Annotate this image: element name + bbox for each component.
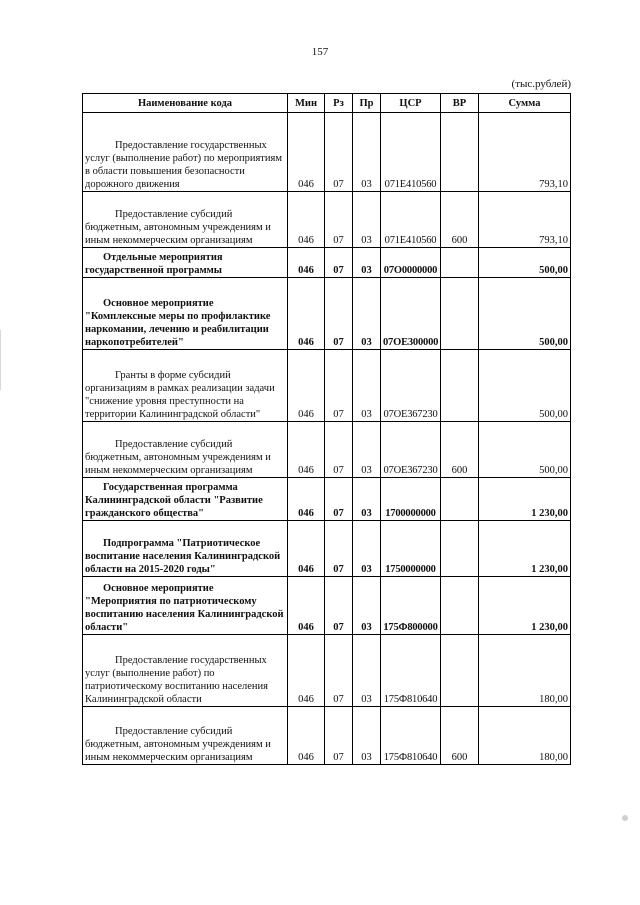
row-sum: 1 230,00 (479, 521, 571, 577)
row-min: 046 (288, 422, 325, 478)
row-vr (441, 350, 479, 422)
table-row (83, 278, 571, 350)
row-vr (441, 521, 479, 577)
row-min: 046 (288, 635, 325, 707)
row-sum: 180,00 (479, 707, 571, 765)
row-rz: 07 (325, 248, 353, 278)
row-pr: 03 (353, 248, 381, 278)
row-name: Гранты в форме субсидий организациям в рамках реализации задачи "снижение уровня преступности на территории Калининградской области" (83, 350, 288, 422)
row-name: Основное мероприятие "Мероприятия по патриотическому воспитанию населения Калининградской области" (83, 577, 288, 635)
row-name: Предоставление государственных услуг (выполнение работ) по мероприятиям в области повышения безопасности дорожного движения (83, 113, 288, 192)
table-row (83, 577, 571, 635)
row-vr (441, 278, 479, 350)
row-pr: 03 (353, 707, 381, 765)
budget-table (82, 93, 571, 765)
row-sum: 793,10 (479, 192, 571, 248)
row-csr: 1750000000 (381, 521, 441, 577)
row-vr (441, 635, 479, 707)
row-vr (441, 577, 479, 635)
row-csr: 07OE367230 (381, 422, 441, 478)
row-vr: 600 (441, 707, 479, 765)
row-min: 046 (288, 248, 325, 278)
row-csr: 1700000000 (381, 478, 441, 521)
table-row (83, 707, 571, 765)
row-name: Предоставление субсидий бюджетным, автономным учреждениям и иным некоммерческим организациям (83, 422, 288, 478)
header-vr: ВР (441, 94, 479, 113)
header-name: Наименование кода (83, 94, 288, 113)
row-sum: 1 230,00 (479, 478, 571, 521)
row-name: Предоставление государственных услуг (выполнение работ) по патриотическому воспитанию населения Калининградской области (83, 635, 288, 707)
row-rz: 07 (325, 192, 353, 248)
row-pr: 03 (353, 350, 381, 422)
row-rz: 07 (325, 278, 353, 350)
header-pr: Пр (353, 94, 381, 113)
row-sum: 500,00 (479, 350, 571, 422)
row-sum: 500,00 (479, 422, 571, 478)
scan-artifact-line (0, 330, 1, 390)
row-csr: 07O0000000 (381, 248, 441, 278)
row-min: 046 (288, 278, 325, 350)
row-csr: 07OE300000 (381, 278, 441, 350)
row-pr: 03 (353, 278, 381, 350)
row-vr (441, 478, 479, 521)
row-sum: 793,10 (479, 113, 571, 192)
row-rz: 07 (325, 635, 353, 707)
header-rz: Рз (325, 94, 353, 113)
header-min: Мин (288, 94, 325, 113)
row-pr: 03 (353, 635, 381, 707)
row-name: Основное мероприятие "Комплексные меры по профилактике наркомании, лечению и реабилитации наркопотребителей" (83, 278, 288, 350)
row-name: Предоставление субсидий бюджетным, автономным учреждениям и иным некоммерческим организациям (83, 707, 288, 765)
row-min: 046 (288, 113, 325, 192)
row-csr: 175Ф800000 (381, 577, 441, 635)
row-pr: 03 (353, 577, 381, 635)
row-name: Государственная программа Калининградской области "Развитие гражданского общества" (83, 478, 288, 521)
table-row (83, 422, 571, 478)
row-rz: 07 (325, 113, 353, 192)
header-csr: ЦСР (381, 94, 441, 113)
table-row (83, 192, 571, 248)
table-row (83, 350, 571, 422)
header-sum: Сумма (479, 94, 571, 113)
row-csr: 07OE367230 (381, 350, 441, 422)
row-sum: 180,00 (479, 635, 571, 707)
row-sum: 1 230,00 (479, 577, 571, 635)
row-csr: 071E410560 (381, 113, 441, 192)
row-sum: 500,00 (479, 248, 571, 278)
row-rz: 07 (325, 478, 353, 521)
row-sum: 500,00 (479, 278, 571, 350)
table-header-row (83, 94, 571, 113)
row-min: 046 (288, 521, 325, 577)
row-name: Подпрограмма "Патриотическое воспитание населения Калининградской области на 2015-2020 годы" (83, 521, 288, 577)
row-min: 046 (288, 577, 325, 635)
table-row (83, 521, 571, 577)
row-min: 046 (288, 192, 325, 248)
row-vr (441, 248, 479, 278)
table-row (83, 635, 571, 707)
row-vr: 600 (441, 422, 479, 478)
row-pr: 03 (353, 113, 381, 192)
page-number: 157 (311, 46, 329, 58)
row-pr: 03 (353, 478, 381, 521)
row-rz: 07 (325, 422, 353, 478)
row-name: Предоставление субсидий бюджетным, автономным учреждениям и иным некоммерческим организациям (83, 192, 288, 248)
row-rz: 07 (325, 350, 353, 422)
row-csr: 175Ф810640 (381, 635, 441, 707)
row-pr: 03 (353, 192, 381, 248)
table-row (83, 248, 571, 278)
row-min: 046 (288, 707, 325, 765)
row-vr (441, 113, 479, 192)
units-label: (тыс.рублей) (511, 78, 571, 90)
row-rz: 07 (325, 707, 353, 765)
row-name: Отдельные мероприятия государственной программы (83, 248, 288, 278)
row-pr: 03 (353, 422, 381, 478)
row-vr: 600 (441, 192, 479, 248)
row-rz: 07 (325, 577, 353, 635)
row-min: 046 (288, 478, 325, 521)
row-csr: 071E410560 (381, 192, 441, 248)
row-min: 046 (288, 350, 325, 422)
table-row (83, 113, 571, 192)
row-csr: 175Ф810640 (381, 707, 441, 765)
row-pr: 03 (353, 521, 381, 577)
scan-artifact-dot (622, 815, 628, 821)
row-rz: 07 (325, 521, 353, 577)
table-row (83, 478, 571, 521)
